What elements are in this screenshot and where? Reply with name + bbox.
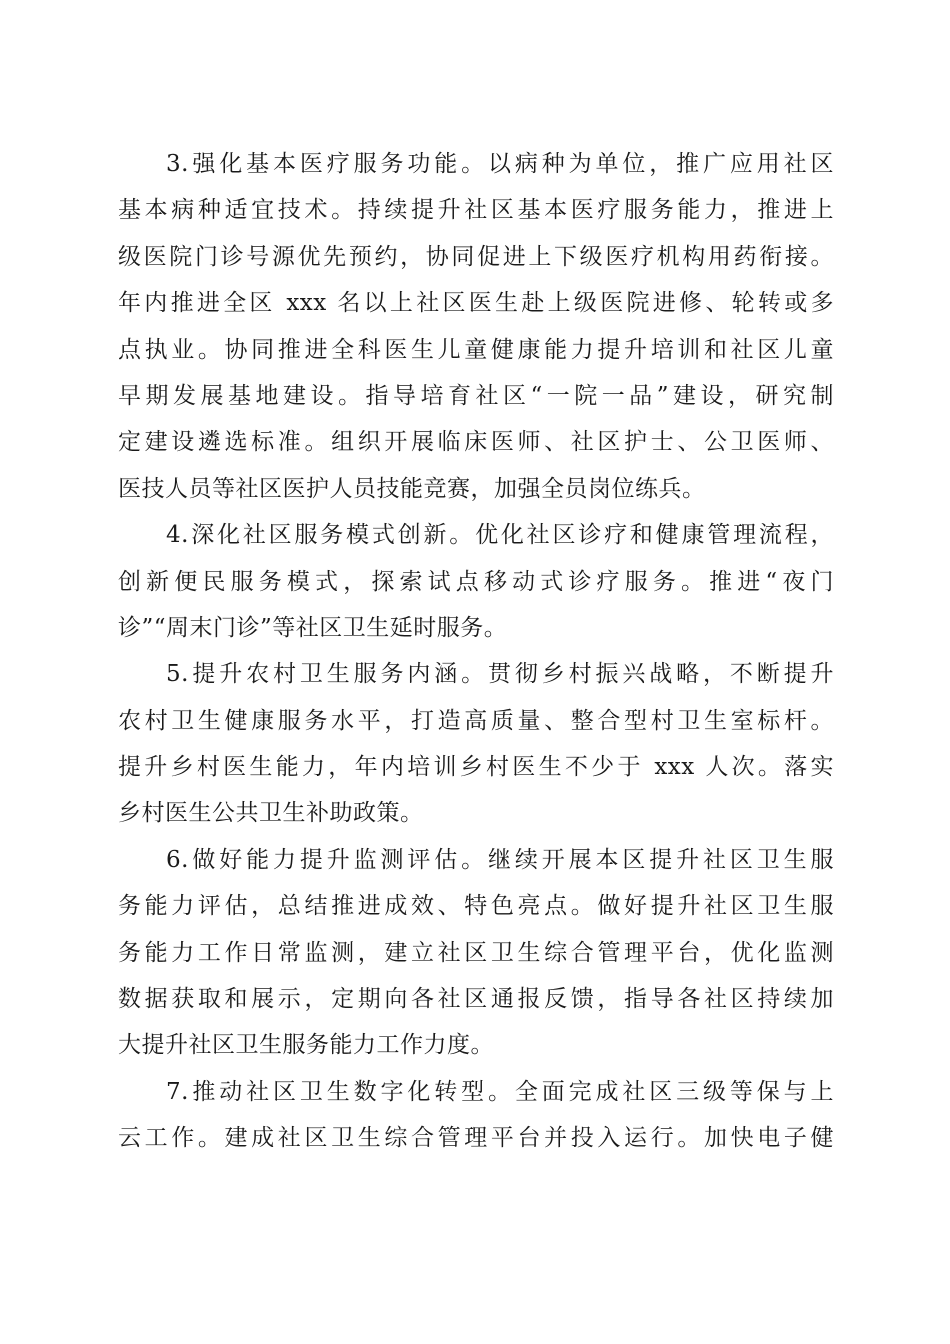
text-line: 医技人员等社区医护人员技能竞赛，加强全员岗位练兵。	[118, 475, 706, 502]
text-line: 提升乡村医生能力，年内培训乡村医生不少于 xxx 人次。落实	[118, 754, 834, 781]
text-line: 6.做好能力提升监测评估。继续开展本区提升社区卫生服	[166, 846, 834, 873]
text-line: 大提升社区卫生服务能力工作力度。	[118, 1032, 494, 1059]
text-line: 创新便民服务模式，探索试点移动式诊疗服务。推进“夜门	[118, 568, 834, 595]
paragraph-6-monitoring	[118, 837, 834, 1069]
document-body	[118, 141, 834, 1162]
text-line: 数据获取和展示，定期向各社区通报反馈，指导各社区持续加	[118, 986, 834, 1013]
paragraph-5-rural-health	[118, 651, 834, 837]
text-line: 5.提升农村卫生服务内涵。贯彻乡村振兴战略，不断提升	[166, 661, 834, 688]
text-line: 诊”“周末门诊”等社区卫生延时服务。	[118, 614, 508, 641]
text-line: 早期发展基地建设。指导培育社区“一院一品”建设，研究制	[118, 382, 834, 409]
text-line: 7.推动社区卫生数字化转型。全面完成社区三级等保与上	[166, 1078, 834, 1105]
text-line: 3.强化基本医疗服务功能。以病种为单位，推广应用社区	[166, 151, 834, 177]
paragraph-7-digital-transformation	[118, 1069, 834, 1162]
text-line: 农村卫生健康服务水平，打造高质量、整合型村卫生室标杆。	[118, 707, 834, 734]
text-line: 点执业。协同推进全科医生儿童健康能力提升培训和社区儿童	[118, 336, 834, 363]
paragraph-3-medical-services	[118, 141, 834, 512]
text-line: 基本病种适宜技术。持续提升社区基本医疗服务能力，推进上	[118, 197, 834, 224]
text-line: 4.深化社区服务模式创新。优化社区诊疗和健康管理流程，	[166, 522, 834, 549]
text-line: 年内推进全区 xxx 名以上社区医生赴上级医院进修、轮转或多	[118, 290, 834, 317]
text-line: 乡村医生公共卫生补助政策。	[118, 800, 424, 827]
text-line: 务能力评估，总结推进成效、特色亮点。做好提升社区卫生服	[118, 893, 834, 920]
text-line: 级医院门诊号源优先预约，协同促进上下级医疗机构用药衔接。	[118, 243, 834, 270]
paragraph-4-service-innovation	[118, 512, 834, 651]
text-line: 云工作。建成社区卫生综合管理平台并投入运行。加快电子健	[118, 1125, 834, 1152]
text-line: 定建设遴选标准。组织开展临床医师、社区护士、公卫医师、	[118, 429, 834, 456]
text-line: 务能力工作日常监测，建立社区卫生综合管理平台，优化监测	[118, 939, 834, 966]
